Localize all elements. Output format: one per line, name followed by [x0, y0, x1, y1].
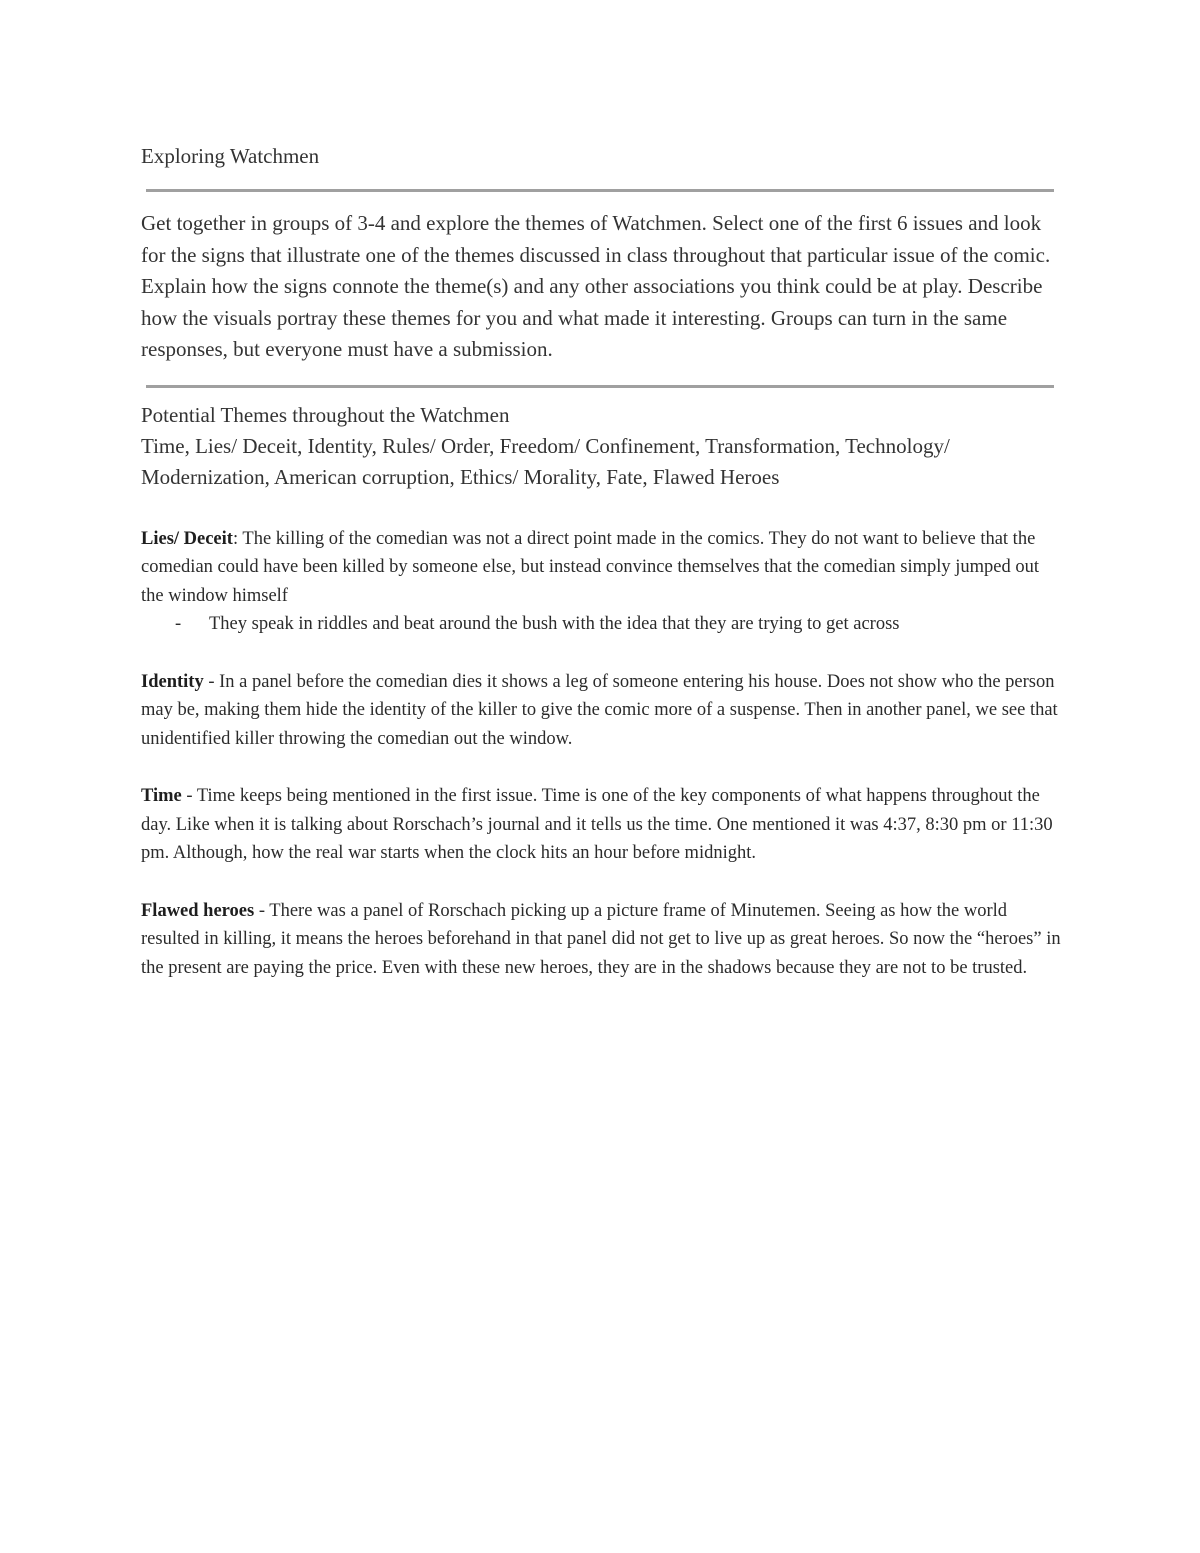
- theme-entry-identity: [141, 668, 1061, 754]
- bullet-marker: -: [175, 614, 182, 634]
- theme-description: In a panel before the comedian dies it shows a leg of someone entering his house. Does not show who the person may be, making them hide the identity of the killer to give the comic more of a suspense. Then in another panel, we see that unidentified killer throwing the comedian out the window.: [141, 671, 1058, 749]
- list-item: [141, 610, 1061, 639]
- theme-term: Flawed heroes: [141, 900, 255, 921]
- theme-term: Identity: [141, 671, 204, 692]
- term-separator: -: [254, 900, 270, 921]
- themes-heading: Potential Themes throughout the Watchmen: [141, 402, 510, 427]
- theme-entry-time: [141, 782, 1061, 868]
- theme-term: Lies/ Deceit: [141, 528, 233, 549]
- theme-term: Time: [141, 786, 182, 806]
- themes-list: Time, Lies/ Deceit, Identity, Rules/ Order, Freedom/ Confinement, Transformation, Technology/ Modernization, American corruption, Ethics/ Morality, Fate, Flawed Heroes: [141, 433, 950, 489]
- theme-entry-lies-deceit: [141, 525, 1061, 611]
- theme-description: Time keeps being mentioned in the first issue. Time is one of the key components of what happens throughout the day. Like when it is talking about Rorschach’s journal and it tells us the time. One mentioned it was 4:37, 8:30 pm or 11:30 pm. Although, how the real war starts when the clock hits an hour before midnight.: [141, 786, 1053, 863]
- term-separator: -: [203, 671, 220, 692]
- theme-description: There was a panel of Rorschach picking up a picture frame of Minutemen. Seeing as how the world resulted in killing, it means the heroes beforehand in that panel did not get to live up as great heroes. So now the “heroes” in the present are paying the price. Even with these new heroes, they are in the shadows because they are not to be trusted.: [141, 900, 1061, 978]
- assignment-instructions: Get together in groups of 3-4 and explore the themes of Watchmen. Select one of the first 6 issues and look for the signs that illustrate one of the themes discussed in class throughout that particular issue of the comic. Explain how the signs connote the theme(s) and any other associations you think could be at play. Describe how the visuals portray these themes for you and what made it interesting. Groups can turn in the same responses, but everyone must have a submission.: [141, 211, 1051, 361]
- term-separator: :: [232, 528, 243, 549]
- term-separator: -: [181, 786, 197, 806]
- theme-entry-flawed-heroes: [141, 897, 1061, 983]
- document-page: [141, 140, 1061, 982]
- document-title: Exploring Watchmen: [141, 144, 320, 168]
- horizontal-rule: [146, 189, 1054, 192]
- bullet-text: They speak in riddles and beat around the bush with the idea that they are trying to get across: [209, 614, 900, 634]
- theme-description: The killing of the comedian was not a direct point made in the comics. They do not want to believe that the comedian could have been killed by someone else, but instead convince themselves that the comedian simply jumped out the window himself: [141, 528, 1040, 606]
- horizontal-rule: [146, 385, 1054, 388]
